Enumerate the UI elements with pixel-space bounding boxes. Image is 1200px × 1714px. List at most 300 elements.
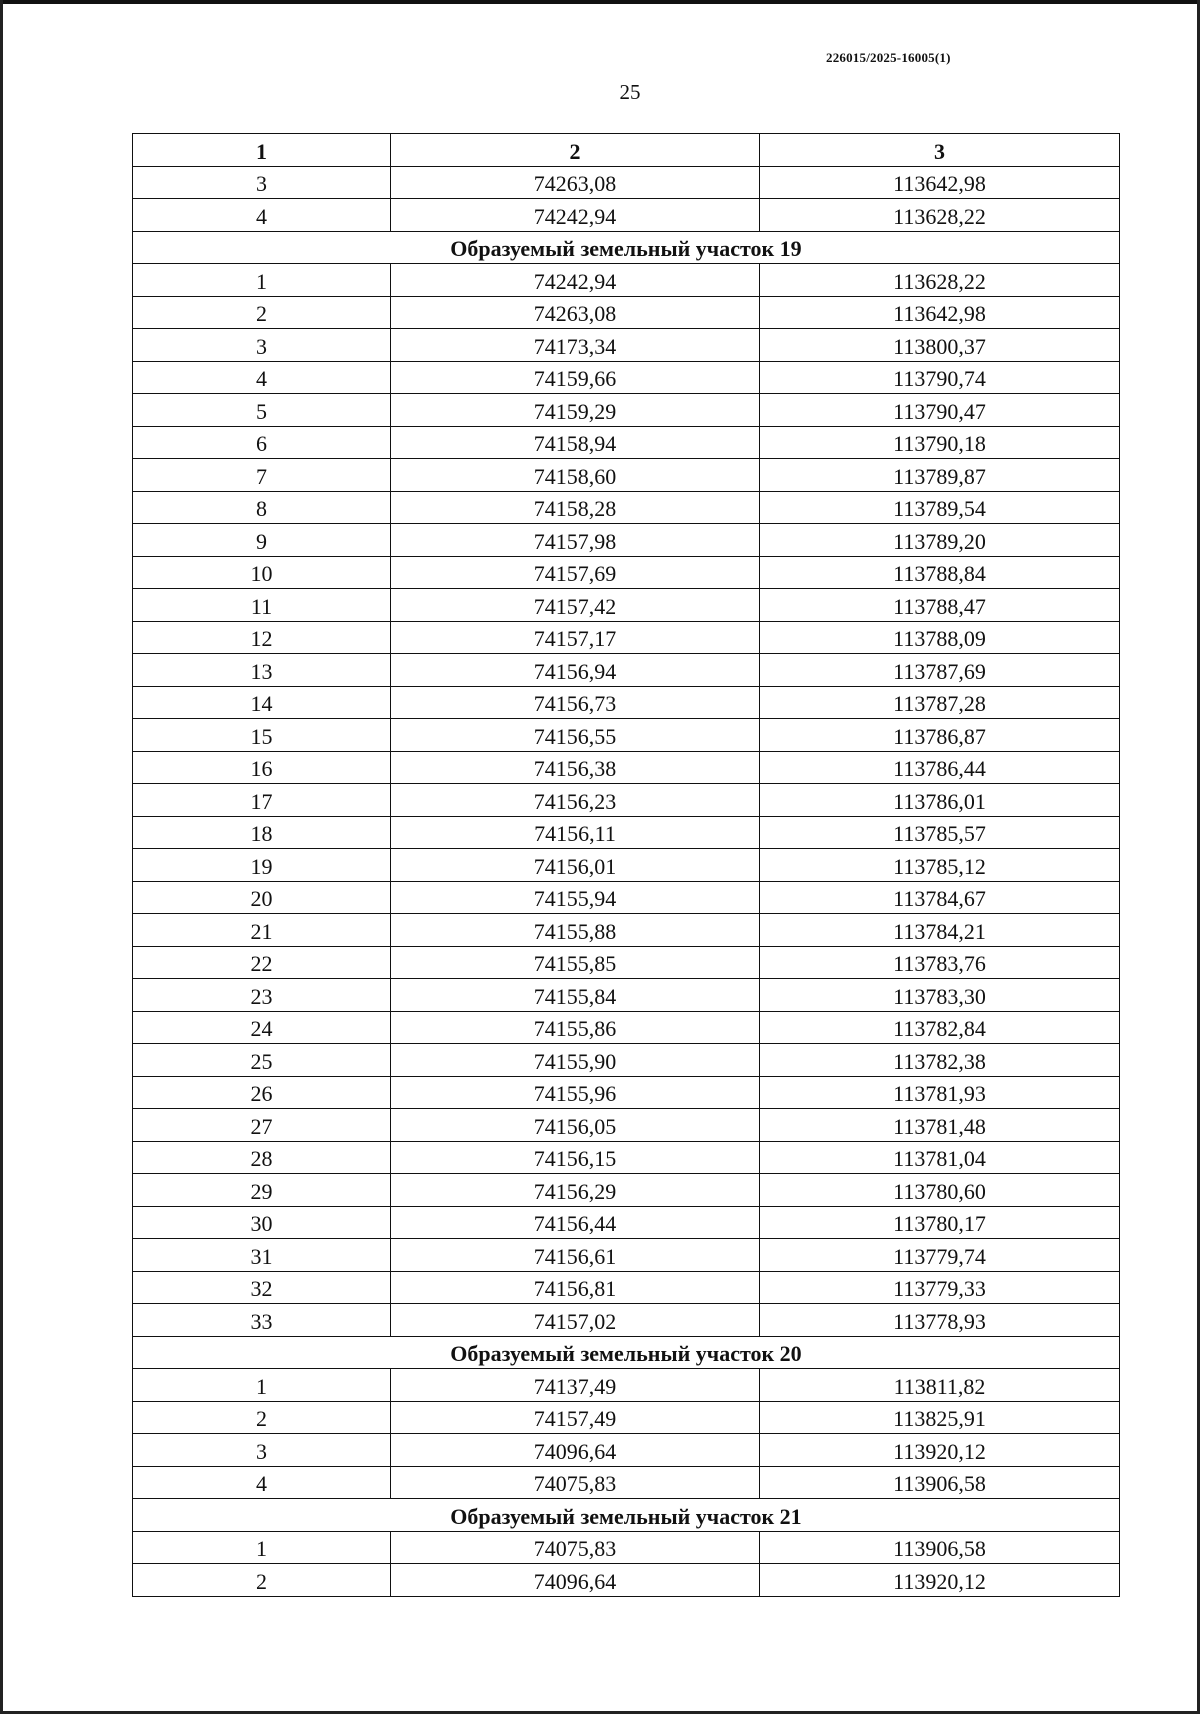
- x-coordinate-cell: [391, 166, 760, 199]
- cell-value: 113785,57: [893, 821, 986, 846]
- cell-value: 18: [250, 821, 273, 846]
- cell-value: 113783,76: [893, 951, 986, 976]
- cell-value: 32: [250, 1276, 273, 1301]
- cell-value: 3: [256, 333, 267, 359]
- column-header-label: 2: [569, 138, 581, 164]
- cell-value: 74156,29: [533, 1178, 617, 1204]
- coordinates-table: [132, 133, 1120, 1597]
- table-row: [133, 946, 1120, 979]
- y-coordinate-cell: [760, 491, 1120, 524]
- point-number-cell: [133, 361, 391, 394]
- cell-value: 113779,74: [893, 1243, 986, 1269]
- cell-value: 113825,91: [893, 1406, 986, 1431]
- table-row: [133, 199, 1120, 232]
- cell-value: 24: [250, 1016, 273, 1041]
- cell-value: 113811,82: [893, 1373, 986, 1399]
- point-number-cell: [133, 751, 391, 784]
- cell-value: 2: [256, 1568, 267, 1594]
- x-coordinate-cell: [391, 1141, 760, 1174]
- x-coordinate-cell: [391, 1109, 760, 1142]
- cell-value: 23: [250, 983, 273, 1009]
- table-row: [133, 264, 1120, 297]
- table-row: [133, 1531, 1120, 1564]
- cell-value: 113786,44: [893, 756, 986, 781]
- y-coordinate-cell: [760, 166, 1120, 199]
- section-row: [133, 231, 1120, 264]
- point-number-cell: [133, 979, 391, 1012]
- cell-value: 74156,44: [533, 1211, 617, 1236]
- point-number-cell: [133, 1466, 391, 1499]
- table-row: [133, 329, 1120, 362]
- y-coordinate-cell: [760, 979, 1120, 1012]
- cell-value: 113783,30: [893, 983, 986, 1009]
- point-number-cell: [133, 816, 391, 849]
- cell-value: 74158,60: [533, 463, 617, 489]
- cell-value: 113920,12: [893, 1568, 986, 1594]
- x-coordinate-cell: [391, 361, 760, 394]
- point-number-cell: [133, 166, 391, 199]
- point-number-cell: [133, 1239, 391, 1272]
- y-coordinate-cell: [760, 1434, 1120, 1467]
- cell-value: 74157,02: [533, 1308, 617, 1334]
- y-coordinate-cell: [760, 1564, 1120, 1597]
- cell-value: 5: [256, 398, 267, 424]
- scan-border-left: [0, 0, 3, 1714]
- table-row: [133, 361, 1120, 394]
- point-number-cell: [133, 1369, 391, 1402]
- point-number-cell: [133, 1076, 391, 1109]
- y-coordinate-cell: [760, 1011, 1120, 1044]
- y-coordinate-cell: [760, 296, 1120, 329]
- cell-value: 2: [256, 301, 267, 326]
- y-coordinate-cell: [760, 1206, 1120, 1239]
- y-coordinate-cell: [760, 1531, 1120, 1564]
- cell-value: 15: [250, 723, 273, 749]
- section-title-text: Образуемый земельный участок 20: [450, 1341, 802, 1366]
- point-number-cell: [133, 881, 391, 914]
- cell-value: 113778,93: [893, 1308, 986, 1334]
- x-coordinate-cell: [391, 1401, 760, 1434]
- y-coordinate-cell: [760, 1109, 1120, 1142]
- point-number-cell: [133, 1434, 391, 1467]
- table-row: [133, 979, 1120, 1012]
- x-coordinate-cell: [391, 816, 760, 849]
- point-number-cell: [133, 426, 391, 459]
- column-header: [133, 134, 391, 167]
- cell-value: 113780,17: [893, 1211, 986, 1236]
- x-coordinate-cell: [391, 1239, 760, 1272]
- x-coordinate-cell: [391, 1369, 760, 1402]
- cell-value: 28: [250, 1146, 273, 1171]
- x-coordinate-cell: [391, 426, 760, 459]
- point-number-cell: [133, 556, 391, 589]
- y-coordinate-cell: [760, 686, 1120, 719]
- cell-value: 113782,84: [893, 1016, 986, 1041]
- point-number-cell: [133, 849, 391, 882]
- cell-value: 74159,66: [533, 366, 617, 391]
- cell-value: 74156,73: [533, 691, 617, 716]
- cell-value: 1: [256, 1373, 267, 1399]
- cell-value: 17: [250, 788, 273, 814]
- x-coordinate-cell: [391, 1174, 760, 1207]
- table-row: [133, 1239, 1120, 1272]
- y-coordinate-cell: [760, 1174, 1120, 1207]
- table-row: [133, 719, 1120, 752]
- point-number-cell: [133, 1304, 391, 1337]
- x-coordinate-cell: [391, 264, 760, 297]
- section-title: [133, 1499, 1120, 1532]
- table-row: [133, 1434, 1120, 1467]
- y-coordinate-cell: [760, 1369, 1120, 1402]
- table-row: [133, 296, 1120, 329]
- cell-value: 7: [256, 463, 267, 489]
- cell-value: 113779,33: [893, 1276, 986, 1301]
- point-number-cell: [133, 394, 391, 427]
- table-row: [133, 1044, 1120, 1077]
- cell-value: 113781,04: [893, 1146, 986, 1171]
- cell-value: 113786,01: [893, 788, 986, 814]
- y-coordinate-cell: [760, 1304, 1120, 1337]
- point-number-cell: [133, 459, 391, 492]
- table-row: [133, 1011, 1120, 1044]
- point-number-cell: [133, 491, 391, 524]
- y-coordinate-cell: [760, 654, 1120, 687]
- y-coordinate-cell: [760, 719, 1120, 752]
- y-coordinate-cell: [760, 459, 1120, 492]
- y-coordinate-cell: [760, 1076, 1120, 1109]
- cell-value: 74158,94: [533, 431, 617, 456]
- x-coordinate-cell: [391, 654, 760, 687]
- cell-value: 113781,93: [893, 1081, 986, 1106]
- cell-value: 113906,58: [893, 1471, 986, 1496]
- cell-value: 74155,94: [533, 886, 617, 911]
- x-coordinate-cell: [391, 719, 760, 752]
- table-row: [133, 589, 1120, 622]
- table-row: [133, 816, 1120, 849]
- cell-value: 113785,12: [893, 853, 986, 879]
- column-header: [391, 134, 760, 167]
- cell-value: 74155,86: [533, 1016, 617, 1041]
- x-coordinate-cell: [391, 849, 760, 882]
- cell-value: 113789,20: [893, 528, 986, 554]
- cell-value: 113642,98: [893, 171, 986, 196]
- section-row: [133, 1499, 1120, 1532]
- column-header-label: 1: [256, 138, 267, 164]
- cell-value: 74156,81: [533, 1276, 617, 1301]
- cell-value: 113780,60: [893, 1178, 986, 1204]
- point-number-cell: [133, 589, 391, 622]
- x-coordinate-cell: [391, 199, 760, 232]
- table-row: [133, 491, 1120, 524]
- y-coordinate-cell: [760, 1239, 1120, 1272]
- table-row: [133, 1174, 1120, 1207]
- column-header-label: 3: [934, 138, 945, 164]
- cell-value: 113906,58: [893, 1536, 986, 1561]
- point-number-cell: [133, 1531, 391, 1564]
- cell-value: 10: [250, 561, 273, 586]
- y-coordinate-cell: [760, 751, 1120, 784]
- table-row: [133, 1271, 1120, 1304]
- point-number-cell: [133, 1109, 391, 1142]
- cell-value: 113789,54: [893, 496, 986, 521]
- cell-value: 74157,49: [533, 1406, 617, 1431]
- y-coordinate-cell: [760, 946, 1120, 979]
- point-number-cell: [133, 1564, 391, 1597]
- cell-value: 11: [250, 593, 273, 619]
- table-header-row: [133, 134, 1120, 167]
- x-coordinate-cell: [391, 1271, 760, 1304]
- cell-value: 25: [250, 1048, 273, 1074]
- cell-value: 74155,84: [533, 983, 617, 1009]
- table-row: [133, 1369, 1120, 1402]
- cell-value: 74242,94: [533, 203, 617, 229]
- y-coordinate-cell: [760, 1401, 1120, 1434]
- table-row: [133, 751, 1120, 784]
- point-number-cell: [133, 264, 391, 297]
- table-row: [133, 621, 1120, 654]
- cell-value: 113784,21: [893, 918, 986, 944]
- table-body: [133, 166, 1120, 1596]
- cell-value: 14: [250, 691, 273, 716]
- x-coordinate-cell: [391, 881, 760, 914]
- point-number-cell: [133, 946, 391, 979]
- point-number-cell: [133, 199, 391, 232]
- cell-value: 74242,94: [533, 268, 617, 294]
- point-number-cell: [133, 914, 391, 947]
- point-number-cell: [133, 686, 391, 719]
- x-coordinate-cell: [391, 296, 760, 329]
- cell-value: 3: [256, 1438, 267, 1464]
- point-number-cell: [133, 1206, 391, 1239]
- column-header: [760, 134, 1120, 167]
- table-row: [133, 686, 1120, 719]
- point-number-cell: [133, 1044, 391, 1077]
- cell-value: 74155,96: [533, 1081, 617, 1106]
- cell-value: 9: [256, 528, 267, 554]
- cell-value: 3: [256, 171, 267, 196]
- table-row: [133, 1564, 1120, 1597]
- point-number-cell: [133, 296, 391, 329]
- x-coordinate-cell: [391, 979, 760, 1012]
- section-title-text: Образуемый земельный участок 21: [450, 1503, 802, 1529]
- cell-value: 113920,12: [893, 1438, 986, 1464]
- x-coordinate-cell: [391, 1304, 760, 1337]
- y-coordinate-cell: [760, 784, 1120, 817]
- y-coordinate-cell: [760, 1466, 1120, 1499]
- cell-value: 26: [250, 1081, 273, 1106]
- scan-border-top: [0, 0, 1200, 4]
- point-number-cell: [133, 524, 391, 557]
- x-coordinate-cell: [391, 686, 760, 719]
- cell-value: 6: [256, 431, 267, 456]
- point-number-cell: [133, 329, 391, 362]
- x-coordinate-cell: [391, 1206, 760, 1239]
- x-coordinate-cell: [391, 1011, 760, 1044]
- cell-value: 113789,87: [893, 463, 986, 489]
- table-row: [133, 881, 1120, 914]
- cell-value: 74075,83: [533, 1536, 617, 1561]
- document-number: 226015/2025-16005(1): [826, 50, 951, 65]
- cell-value: 113788,84: [893, 561, 986, 586]
- cell-value: 74155,85: [533, 951, 617, 976]
- cell-value: 74155,88: [533, 918, 617, 944]
- cell-value: 113800,37: [893, 333, 986, 359]
- table-row: [133, 166, 1120, 199]
- point-number-cell: [133, 1011, 391, 1044]
- cell-value: 113784,67: [893, 886, 986, 911]
- cell-value: 74157,42: [533, 593, 617, 619]
- cell-value: 113787,28: [893, 691, 986, 716]
- page-number: 25: [619, 80, 641, 104]
- x-coordinate-cell: [391, 621, 760, 654]
- table-row: [133, 1076, 1120, 1109]
- cell-value: 13: [250, 658, 273, 684]
- y-coordinate-cell: [760, 556, 1120, 589]
- cell-value: 113786,87: [893, 723, 986, 749]
- table-row: [133, 426, 1120, 459]
- cell-value: 74158,28: [533, 496, 617, 521]
- cell-value: 74156,01: [533, 853, 617, 879]
- cell-value: 74157,17: [533, 626, 617, 651]
- y-coordinate-cell: [760, 914, 1120, 947]
- x-coordinate-cell: [391, 556, 760, 589]
- cell-value: 4: [256, 366, 267, 391]
- cell-value: 8: [256, 496, 267, 521]
- point-number-cell: [133, 1141, 391, 1174]
- cell-value: 74263,08: [533, 171, 617, 196]
- x-coordinate-cell: [391, 1466, 760, 1499]
- table-row: [133, 524, 1120, 557]
- cell-value: 30: [250, 1211, 273, 1236]
- cell-value: 113790,18: [893, 431, 986, 456]
- cell-value: 74156,23: [533, 788, 617, 814]
- cell-value: 1: [256, 268, 267, 294]
- x-coordinate-cell: [391, 589, 760, 622]
- table-row: [133, 1401, 1120, 1434]
- x-coordinate-cell: [391, 491, 760, 524]
- cell-value: 74137,49: [533, 1373, 617, 1399]
- cell-value: 12: [250, 626, 273, 651]
- cell-value: 113628,22: [893, 268, 986, 294]
- point-number-cell: [133, 719, 391, 752]
- cell-value: 19: [250, 853, 273, 879]
- point-number-cell: [133, 784, 391, 817]
- table-row: [133, 1141, 1120, 1174]
- cell-value: 74173,34: [533, 333, 617, 359]
- table-row: [133, 1109, 1120, 1142]
- x-coordinate-cell: [391, 1564, 760, 1597]
- y-coordinate-cell: [760, 329, 1120, 362]
- table-row: [133, 1206, 1120, 1239]
- y-coordinate-cell: [760, 524, 1120, 557]
- section-row: [133, 1336, 1120, 1369]
- x-coordinate-cell: [391, 784, 760, 817]
- y-coordinate-cell: [760, 394, 1120, 427]
- y-coordinate-cell: [760, 199, 1120, 232]
- cell-value: 113642,98: [893, 301, 986, 326]
- cell-value: 113790,74: [893, 366, 986, 391]
- cell-value: 74263,08: [533, 301, 617, 326]
- table-row: [133, 1466, 1120, 1499]
- y-coordinate-cell: [760, 1141, 1120, 1174]
- cell-value: 113787,69: [893, 658, 986, 684]
- table-row: [133, 654, 1120, 687]
- y-coordinate-cell: [760, 881, 1120, 914]
- section-title: [133, 231, 1120, 264]
- table-row: [133, 784, 1120, 817]
- cell-value: 74157,69: [533, 561, 617, 586]
- cell-value: 20: [250, 886, 273, 911]
- cell-value: 74156,61: [533, 1243, 617, 1269]
- cell-value: 16: [250, 756, 273, 781]
- y-coordinate-cell: [760, 621, 1120, 654]
- cell-value: 27: [250, 1113, 273, 1139]
- x-coordinate-cell: [391, 459, 760, 492]
- table-row: [133, 1304, 1120, 1337]
- cell-value: 113788,47: [893, 593, 986, 619]
- table-row: [133, 394, 1120, 427]
- point-number-cell: [133, 654, 391, 687]
- cell-value: 74156,38: [533, 756, 617, 781]
- y-coordinate-cell: [760, 361, 1120, 394]
- x-coordinate-cell: [391, 1531, 760, 1564]
- x-coordinate-cell: [391, 1076, 760, 1109]
- cell-value: 113788,09: [893, 626, 986, 651]
- cell-value: 2: [256, 1406, 267, 1431]
- x-coordinate-cell: [391, 751, 760, 784]
- cell-value: 74096,64: [533, 1438, 617, 1464]
- cell-value: 74159,29: [533, 398, 617, 424]
- table-row: [133, 914, 1120, 947]
- cell-value: 22: [250, 951, 273, 976]
- point-number-cell: [133, 1271, 391, 1304]
- cell-value: 113628,22: [893, 203, 986, 229]
- x-coordinate-cell: [391, 329, 760, 362]
- x-coordinate-cell: [391, 394, 760, 427]
- y-coordinate-cell: [760, 1271, 1120, 1304]
- x-coordinate-cell: [391, 524, 760, 557]
- y-coordinate-cell: [760, 816, 1120, 849]
- cell-value: 74155,90: [533, 1048, 617, 1074]
- cell-value: 4: [256, 1471, 267, 1496]
- cell-value: 74156,94: [533, 658, 617, 684]
- table-row: [133, 556, 1120, 589]
- cell-value: 74157,98: [533, 528, 617, 554]
- cell-value: 1: [256, 1536, 267, 1561]
- point-number-cell: [133, 621, 391, 654]
- point-number-cell: [133, 1174, 391, 1207]
- x-coordinate-cell: [391, 1044, 760, 1077]
- section-title-text: Образуемый земельный участок 19: [450, 236, 802, 261]
- cell-value: 113790,47: [893, 398, 986, 424]
- x-coordinate-cell: [391, 914, 760, 947]
- table-row: [133, 459, 1120, 492]
- x-coordinate-cell: [391, 946, 760, 979]
- cell-value: 74075,83: [533, 1471, 617, 1496]
- y-coordinate-cell: [760, 426, 1120, 459]
- cell-value: 74156,15: [533, 1146, 617, 1171]
- cell-value: 74156,05: [533, 1113, 617, 1139]
- x-coordinate-cell: [391, 1434, 760, 1467]
- cell-value: 21: [250, 918, 273, 944]
- cell-value: 31: [250, 1243, 273, 1269]
- y-coordinate-cell: [760, 1044, 1120, 1077]
- cell-value: 74096,64: [533, 1568, 617, 1594]
- cell-value: 113782,38: [893, 1048, 986, 1074]
- cell-value: 74156,11: [534, 821, 616, 846]
- table-row: [133, 849, 1120, 882]
- y-coordinate-cell: [760, 589, 1120, 622]
